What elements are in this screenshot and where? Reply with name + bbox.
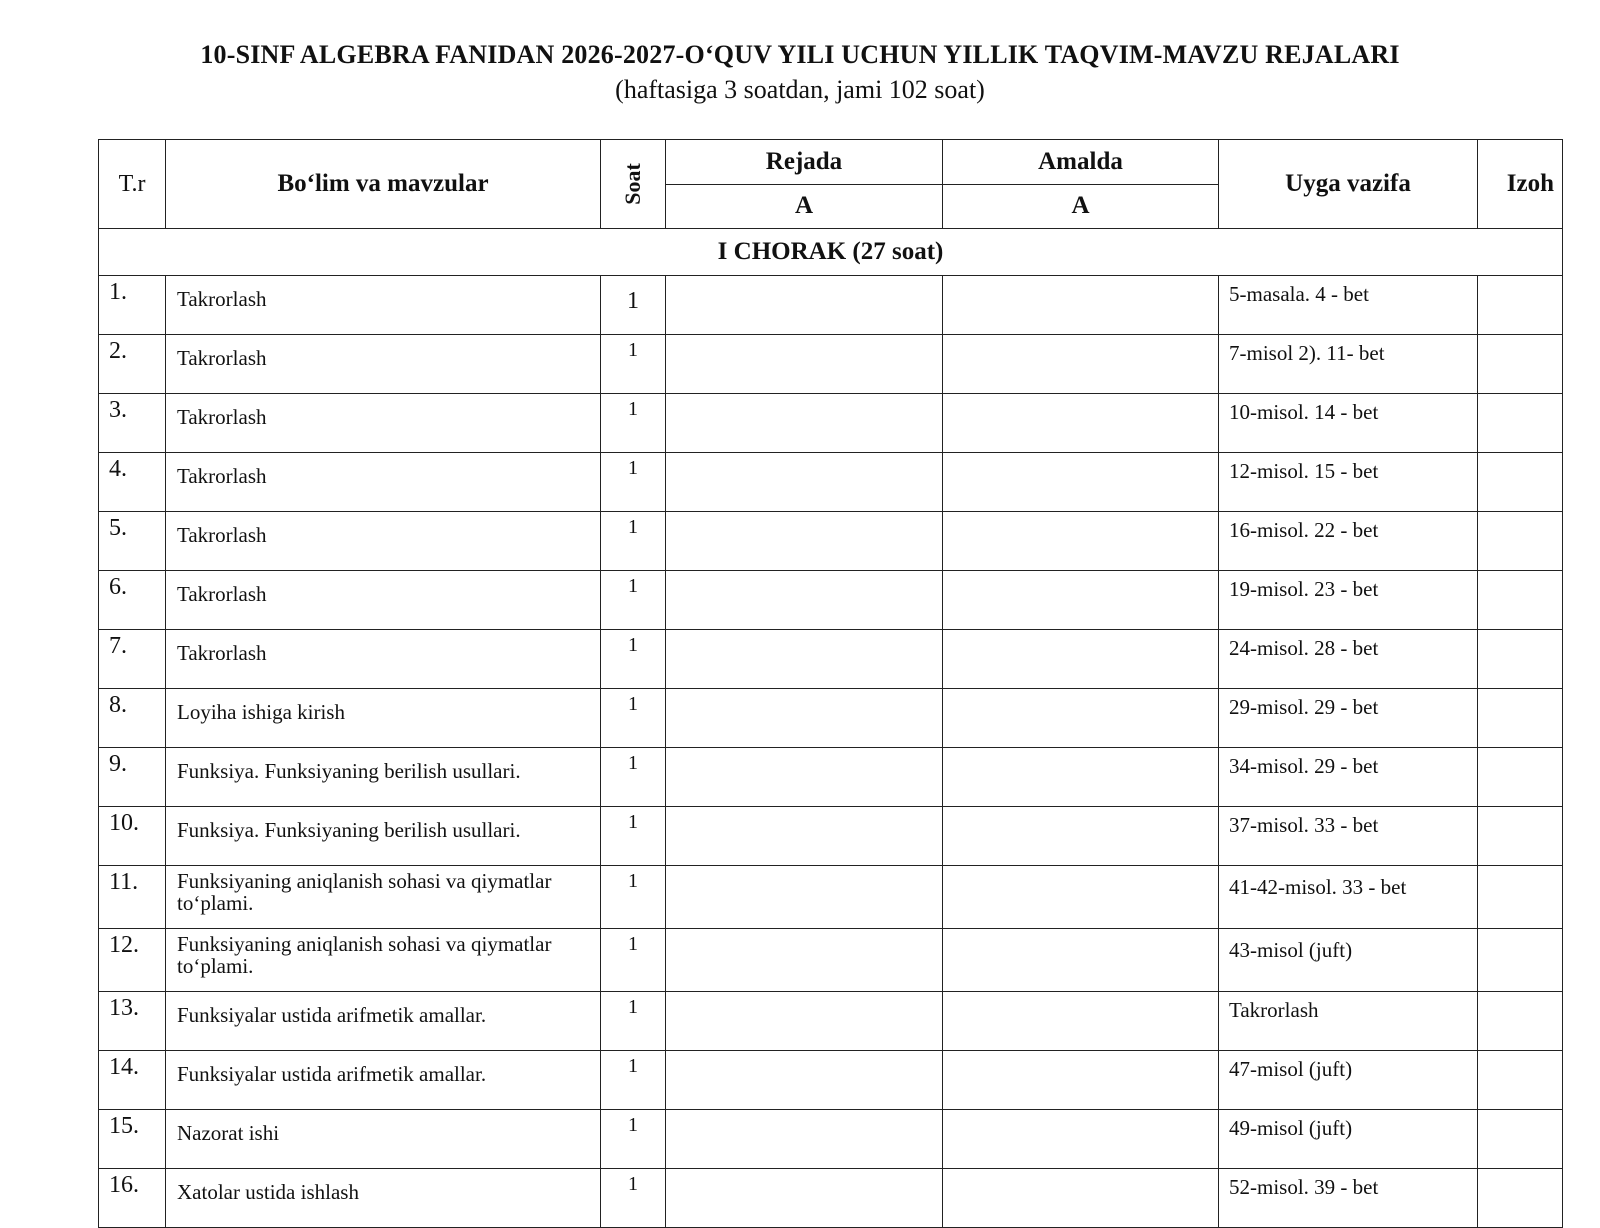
row-rejada-date xyxy=(666,929,943,992)
row-rejada-date xyxy=(666,630,943,689)
row-number: 10. xyxy=(99,807,166,866)
table-row xyxy=(99,335,1563,394)
row-hours: 1 xyxy=(601,1169,666,1228)
column-header-homework: Uyga vazifa xyxy=(1219,140,1478,229)
row-topic: Loyiha ishiga kirish xyxy=(166,689,601,748)
row-hours: 1 xyxy=(601,866,666,929)
row-number: 2. xyxy=(99,335,166,394)
column-header-rejada: Rejada xyxy=(666,140,943,185)
row-homework: 19-misol. 23 - bet xyxy=(1219,571,1478,630)
row-topic: Funksiya. Funksiyaning berilish usullari. xyxy=(166,748,601,807)
row-homework: 10-misol. 14 - bet xyxy=(1219,394,1478,453)
table-row xyxy=(99,276,1563,335)
column-header-izoh: Izoh xyxy=(1478,140,1563,229)
row-hours: 1 xyxy=(601,571,666,630)
row-number: 14. xyxy=(99,1051,166,1110)
row-amalda-date xyxy=(943,748,1219,807)
row-izoh xyxy=(1478,453,1563,512)
row-amalda-date xyxy=(943,571,1219,630)
row-izoh xyxy=(1478,807,1563,866)
row-homework: 29-misol. 29 - bet xyxy=(1219,689,1478,748)
row-number: 8. xyxy=(99,689,166,748)
column-subheader-amalda: A xyxy=(943,184,1219,229)
row-izoh xyxy=(1478,394,1563,453)
row-amalda-date xyxy=(943,992,1219,1051)
table-row xyxy=(99,929,1563,992)
row-homework: 49-misol (juft) xyxy=(1219,1110,1478,1169)
table-row xyxy=(99,689,1563,748)
row-amalda-date xyxy=(943,276,1219,335)
row-number: 5. xyxy=(99,512,166,571)
row-hours: 1 xyxy=(601,630,666,689)
row-amalda-date xyxy=(943,630,1219,689)
row-hours: 1 xyxy=(601,748,666,807)
row-topic: Funksiyalar ustida arifmetik amallar. xyxy=(166,992,601,1051)
row-topic: Takrorlash xyxy=(166,571,601,630)
row-homework: 24-misol. 28 - bet xyxy=(1219,630,1478,689)
row-topic: Xatolar ustida ishlash xyxy=(166,1169,601,1228)
row-izoh xyxy=(1478,335,1563,394)
row-homework: 41-42-misol. 33 - bet xyxy=(1219,866,1478,929)
plan-table xyxy=(98,139,1563,1228)
table-row xyxy=(99,807,1563,866)
row-izoh xyxy=(1478,630,1563,689)
row-hours: 1 xyxy=(601,335,666,394)
row-amalda-date xyxy=(943,866,1219,929)
row-izoh xyxy=(1478,689,1563,748)
row-amalda-date xyxy=(943,807,1219,866)
row-topic: Funksiyaning aniqlanish sohasi va qiymatlar to‘plami. xyxy=(166,866,601,929)
row-topic: Takrorlash xyxy=(166,276,601,335)
quarter-heading: I CHORAK (27 soat) xyxy=(99,229,1563,276)
row-number: 4. xyxy=(99,453,166,512)
row-amalda-date xyxy=(943,689,1219,748)
table-row xyxy=(99,394,1563,453)
row-hours: 1 xyxy=(601,394,666,453)
row-amalda-date xyxy=(943,335,1219,394)
row-rejada-date xyxy=(666,992,943,1051)
row-izoh xyxy=(1478,1169,1563,1228)
row-izoh xyxy=(1478,571,1563,630)
row-topic: Funksiya. Funksiyaning berilish usullari. xyxy=(166,807,601,866)
row-number: 7. xyxy=(99,630,166,689)
table-row xyxy=(99,1051,1563,1110)
table-row xyxy=(99,1110,1563,1169)
column-subheader-rejada: A xyxy=(666,184,943,229)
row-homework: 12-misol. 15 - bet xyxy=(1219,453,1478,512)
table-row xyxy=(99,453,1563,512)
row-hours: 1 xyxy=(601,992,666,1051)
row-topic: Nazorat ishi xyxy=(166,1110,601,1169)
row-rejada-date xyxy=(666,689,943,748)
row-topic: Takrorlash xyxy=(166,394,601,453)
page-subtitle: (haftasiga 3 soatdan, jami 102 soat) xyxy=(615,75,985,104)
row-hours: 1 xyxy=(601,1110,666,1169)
row-hours: 1 xyxy=(601,276,666,335)
row-homework: Takrorlash xyxy=(1219,992,1478,1051)
row-izoh xyxy=(1478,276,1563,335)
row-amalda-date xyxy=(943,394,1219,453)
table-row xyxy=(99,1169,1563,1228)
column-header-tr: T.r xyxy=(99,140,166,229)
table-row xyxy=(99,512,1563,571)
row-rejada-date xyxy=(666,1110,943,1169)
row-rejada-date xyxy=(666,807,943,866)
row-hours: 1 xyxy=(601,689,666,748)
row-rejada-date xyxy=(666,1169,943,1228)
row-homework: 43-misol (juft) xyxy=(1219,929,1478,992)
row-izoh xyxy=(1478,748,1563,807)
row-homework: 7-misol 2). 11- bet xyxy=(1219,335,1478,394)
row-rejada-date xyxy=(666,276,943,335)
row-amalda-date xyxy=(943,512,1219,571)
row-amalda-date xyxy=(943,1051,1219,1110)
row-homework: 16-misol. 22 - bet xyxy=(1219,512,1478,571)
page-title: 10-SINF ALGEBRA FANIDAN 2026-2027-O‘QUV YILI UCHUN YILLIK TAQVIM-MAVZU REJALARI xyxy=(200,40,1400,69)
row-rejada-date xyxy=(666,453,943,512)
row-number: 15. xyxy=(99,1110,166,1169)
row-homework: 5-masala. 4 - bet xyxy=(1219,276,1478,335)
row-izoh xyxy=(1478,1051,1563,1110)
row-amalda-date xyxy=(943,1169,1219,1228)
row-topic: Takrorlash xyxy=(166,335,601,394)
row-number: 9. xyxy=(99,748,166,807)
row-rejada-date xyxy=(666,748,943,807)
row-number: 16. xyxy=(99,1169,166,1228)
column-header-soat xyxy=(601,140,666,229)
row-hours: 1 xyxy=(601,929,666,992)
row-number: 1. xyxy=(99,276,166,335)
row-number: 3. xyxy=(99,394,166,453)
column-header-topics: Bo‘lim va mavzular xyxy=(166,140,601,229)
row-homework: 52-misol. 39 - bet xyxy=(1219,1169,1478,1228)
column-header-amalda: Amalda xyxy=(943,140,1219,185)
row-topic: Takrorlash xyxy=(166,512,601,571)
row-topic: Funksiyaning aniqlanish sohasi va qiymatlar to‘plami. xyxy=(166,929,601,992)
table-row xyxy=(99,992,1563,1051)
row-izoh xyxy=(1478,1110,1563,1169)
row-hours: 1 xyxy=(601,807,666,866)
row-number: 12. xyxy=(99,929,166,992)
row-izoh xyxy=(1478,992,1563,1051)
row-topic: Takrorlash xyxy=(166,630,601,689)
row-izoh xyxy=(1478,512,1563,571)
row-rejada-date xyxy=(666,335,943,394)
row-amalda-date xyxy=(943,453,1219,512)
row-izoh xyxy=(1478,929,1563,992)
row-hours: 1 xyxy=(601,512,666,571)
row-rejada-date xyxy=(666,571,943,630)
table-row xyxy=(99,571,1563,630)
row-homework: 37-misol. 33 - bet xyxy=(1219,807,1478,866)
row-number: 6. xyxy=(99,571,166,630)
table-row xyxy=(99,630,1563,689)
row-topic: Funksiyalar ustida arifmetik amallar. xyxy=(166,1051,601,1110)
table-row xyxy=(99,866,1563,929)
row-rejada-date xyxy=(666,512,943,571)
row-amalda-date xyxy=(943,1110,1219,1169)
row-hours: 1 xyxy=(601,1051,666,1110)
row-rejada-date xyxy=(666,866,943,929)
row-topic: Takrorlash xyxy=(166,453,601,512)
soat-label: Soat xyxy=(620,163,645,205)
row-rejada-date xyxy=(666,394,943,453)
table-row xyxy=(99,748,1563,807)
row-homework: 34-misol. 29 - bet xyxy=(1219,748,1478,807)
row-amalda-date xyxy=(943,929,1219,992)
row-number: 11. xyxy=(99,866,166,929)
row-izoh xyxy=(1478,866,1563,929)
row-rejada-date xyxy=(666,1051,943,1110)
row-homework: 47-misol (juft) xyxy=(1219,1051,1478,1110)
row-number: 13. xyxy=(99,992,166,1051)
row-hours: 1 xyxy=(601,453,666,512)
